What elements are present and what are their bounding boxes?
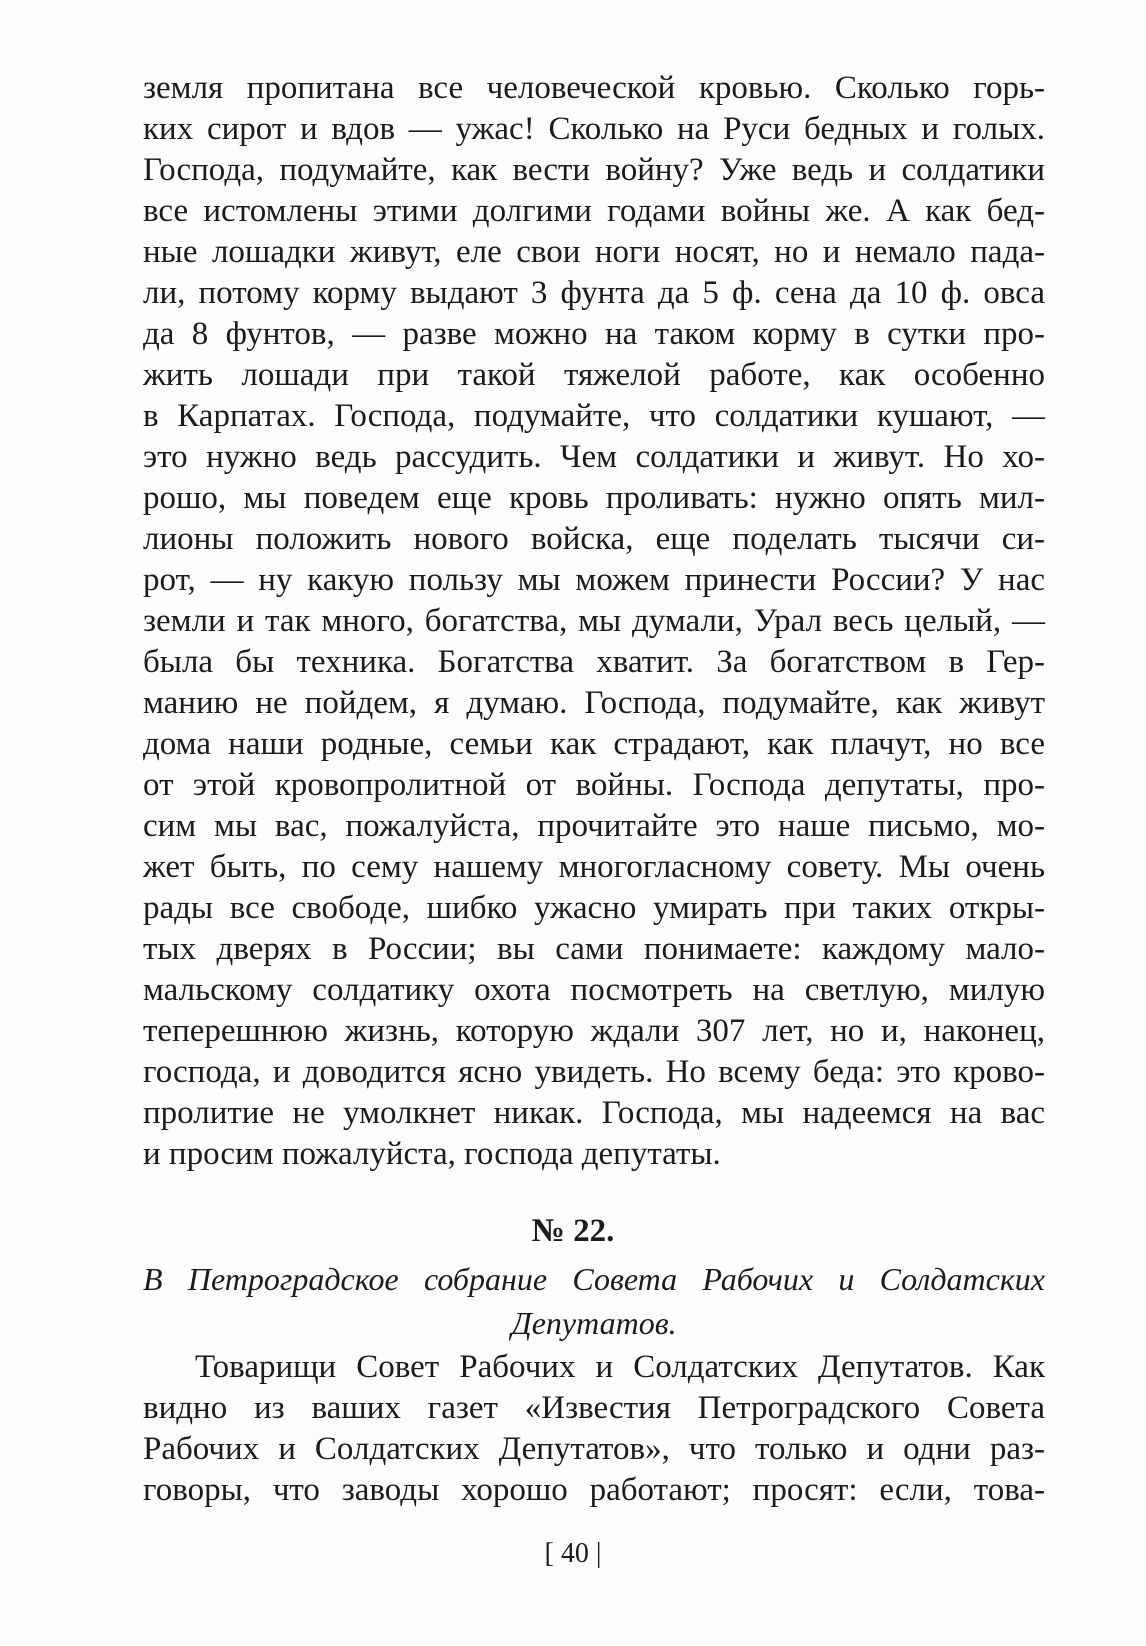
text-line: рошо, мы поведем еще кровь проливать: нужно опять мил- <box>143 480 1045 516</box>
text-line: тых дверях в России; вы сами понимаете: каждому мало- <box>143 931 1045 967</box>
text-line: жет быть, по сему нашему многогласному совету. Мы очень <box>143 849 1045 885</box>
text-line: в Карпатах. Господа, подумайте, что солдатики кушают, — <box>143 398 1045 434</box>
text-line: ли, потому корму выдают 3 фунта да 5 ф. сена да 10 ф. овса <box>143 275 1045 311</box>
text-line: рады все свободе, шибко ужасно умирать при таких откры- <box>143 890 1045 926</box>
text-line: и просим пожалуйста, господа депутаты. <box>143 1136 721 1172</box>
text-line: Рабочих и Солдатских Депутатов», что только и одни раз- <box>143 1431 1045 1467</box>
text-line: видно из ваших газет «Известия Петроградского Совета <box>143 1390 1045 1426</box>
text-line: земля пропитана все человеческой кровью. Сколько горь- <box>143 70 1045 106</box>
text-line: сим мы вас, пожалуйста, прочитайте это наше письмо, мо- <box>143 808 1045 844</box>
text-line: Товарищи Совет Рабочих и Солдатских Депутатов. Как <box>195 1349 1045 1385</box>
text-line: была бы техника. Богатства хватит. За богатством в Гер- <box>143 644 1045 680</box>
text-line: рот, — ну какую пользу мы можем принести России? У нас <box>143 562 1045 598</box>
text-line: все истомлены этими долгими годами войны же. А как бед- <box>143 193 1045 229</box>
document-title-line: Депутатов. <box>511 1305 677 1341</box>
text-line: говоры, что заводы хорошо работают; просят: если, това- <box>143 1472 1045 1508</box>
text-line: пролитие не умолкнет никак. Господа, мы надеемся на вас <box>143 1095 1045 1131</box>
text-line: от этой кровопролитной от войны. Господа депутаты, про- <box>143 767 1045 803</box>
text-line: манию не пойдем, я думаю. Господа, подумайте, как живут <box>143 685 1045 721</box>
text-line: да 8 фунтов, — разве можно на таком корму в сутки про- <box>143 316 1045 352</box>
text-line: дома наши родные, семьи как страдают, как плачут, но все <box>143 726 1045 762</box>
letter-text-continued <box>143 68 1045 1175</box>
page-number: [ 40 | <box>544 1538 602 1569</box>
letter-text-new <box>143 1347 1045 1511</box>
text-line: земли и так много, богатства, мы думали, Урал весь целый, — <box>143 603 1045 639</box>
text-line: ких сирот и вдов — ужас! Сколько на Руси бедных и голых. <box>143 111 1045 147</box>
document-title <box>143 1257 1045 1345</box>
text-line: это нужно ведь рассудить. Чем солдатики и живут. Но хо- <box>143 439 1045 475</box>
text-line: Господа, подумайте, как вести войну? Уже ведь и солдатики <box>143 152 1045 188</box>
document-title-line: В Петроградское собрание Совета Рабочих и Солдатских <box>143 1261 1045 1297</box>
text-line: мальскому солдатику охота посмотреть на светлую, милую <box>143 972 1045 1008</box>
text-line: теперешнюю жизнь, которую ждали 307 лет, но и, наконец, <box>143 1013 1045 1049</box>
text-line: жить лошади при такой тяжелой работе, как особенно <box>143 357 1045 393</box>
document-number: № 22. <box>531 1213 615 1249</box>
text-line: лионы положить нового войска, еще поделать тысячи си- <box>143 521 1045 557</box>
text-line: ные лошадки живут, еле свои ноги носят, но и немало пада- <box>143 234 1045 270</box>
text-line: господа, и доводится ясно увидеть. Но всему беда: это крово- <box>143 1054 1045 1090</box>
